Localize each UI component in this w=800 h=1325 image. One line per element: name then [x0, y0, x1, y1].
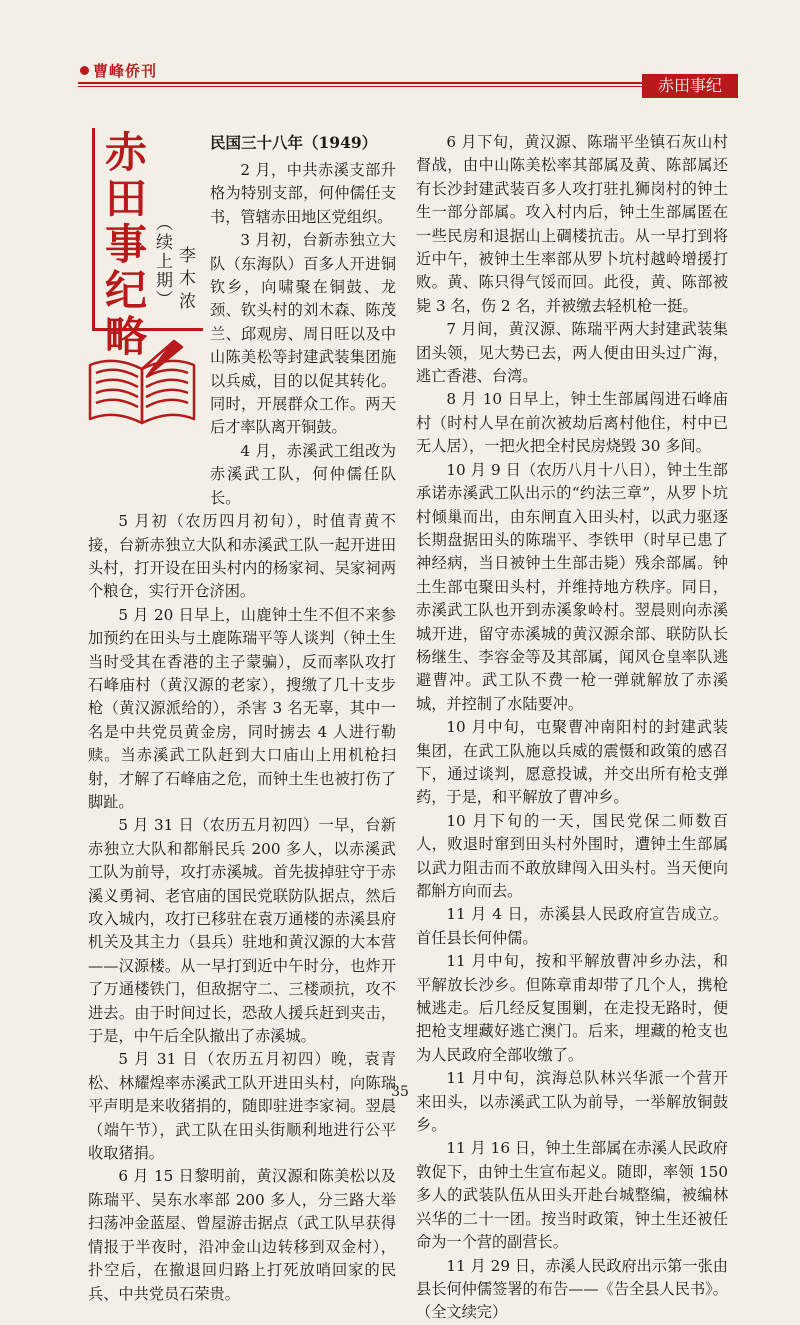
right-column: [416, 131, 728, 1322]
page-number: 35: [391, 1084, 409, 1100]
paragraph: 10 月中旬，屯聚曹冲南阳村的封建武装集团，在武工队施以兵威的震慑和政策的感召下，通过谈判，愿意投诚，并交出所有枪支弹药，于是，和平解放了曹冲乡。: [416, 718, 728, 807]
section-tag: 赤田事纪: [642, 74, 738, 98]
paragraph: 2 月，中共赤溪支部升格为特别支部，何仲儒任支书，管辖赤田地区党组织。: [210, 161, 396, 226]
header-rule-thin: [78, 86, 684, 87]
paragraph: 8 月 10 日早上，钟土生部属闯进石峰庙村（时村人早在前次被劫后离村他住，村中已无人居），一把火把全村民房烧毁 30 多间。: [416, 390, 728, 456]
paragraph: 4 月，赤溪武工组改为赤溪武工队，何仲儒任队长。: [210, 441, 396, 507]
header-rule: [78, 82, 684, 84]
article-title: 赤田事纪略: [99, 130, 148, 360]
paragraph: 11 月 16 日，钟土生部属在赤溪人民政府敦促下，由钟土生宣布起义。随即，率领 150 多人的武装队伍从田头开赴台城整编，被编林兴华的二十一团。按当时政策，钟土生还被任命为一个营的副营长。: [416, 1139, 728, 1252]
year-heading: 民国三十八年（1949）: [210, 133, 378, 152]
logo-dot-icon: [80, 66, 89, 75]
paragraph: 7 月间，黄汉源、陈瑞平两大封建武装集团头领，见大势已去，两人便由田头过广海，逃亡香港、台湾。: [416, 320, 728, 386]
logo-text: 曹峰侨刊: [93, 62, 158, 80]
header-logo: [80, 60, 157, 81]
paragraph: 6 月 15 日黎明前，黄汉源和陈美松以及陈瑞平、吴东水率部 200 多人，分三路大举扫荡冲金蓝屋、曾屋游击据点（武工队早获得情报于半夜时，沿冲金山边转移到双金村），扑空后，在撤退回归路上打死放哨回家的民兵、中共党员石荣贵。: [88, 1167, 396, 1303]
paragraph: 11 月 4 日，赤溪县人民政府宣告成立。首任县长何仲儒。: [416, 905, 728, 947]
paragraph: 5 月 31 日（农历五月初四）晚，袁青松、林耀煌率赤溪武工队开进田头村，向陈瑞平声明是来收猪捐的，随即驻进李家祠。翌晨（端午节），武工队在田头街顺利地进行公平收取猪捐。: [88, 1050, 396, 1163]
left-column-intro: [210, 131, 396, 510]
paragraph: 11 月中旬，按和平解放曹冲乡办法，和平解放长沙乡。但陈章甫却带了几个人，携枪械逃走。后几经反复围剿，在走投无路时，便把枪支埋藏好逃亡澳门。后来，埋藏的枪支也为人民政府全部收缴了。: [416, 952, 728, 1064]
paragraph: 5 月 31 日（农历五月初四）一早，台新赤独立大队和都斛民兵 200 多人，以赤溪武工队为前导，攻打赤溪城。首先拔掉驻守于赤溪义勇祠、老官庙的国民党联防队据点，然后攻入城内，攻打已移驻在袁万通楼的赤溪县府机关及其主力（县兵）驻地和黄汉源的大本营——汉源楼。从一早打到近中午时分，也炸开了万通楼铁门，但敌据守二、三楼顽抗，攻不进去。由于时间过长，恐敌人援兵赶到夹击，于是，中午后全队撤出了赤溪城。: [88, 816, 396, 1046]
paragraph: 3 月初，台新赤独立大队（东海队）百多人开进铜钦乡，向啸聚在铜鼓、龙颈、钦头村的刘木森、陈茂兰、邱观房、周日旺以及中山陈美松等封建武装集团施以兵威，目的以促其转化。同时，开展群众工作。两天后才率队离开铜鼓。: [210, 231, 396, 437]
paragraph: 11 月中旬，滨海总队林兴华派一个营开来田头，以赤溪武工队为前导，一举解放铜鼓乡。: [416, 1069, 728, 1135]
paragraph: 11 月 29 日，赤溪人民政府出示第一张由县长何仲儒签署的布告——《告全县人民书》。（全文续完）: [416, 1256, 728, 1322]
article-author: 李木浓: [175, 246, 195, 315]
paragraph: 5 月 20 日早上，山鹿钟土生不但不来参加预约在田头与土鹿陈瑞平等人谈判（钟土生当时受其在香港的主子蒙骗），反而率队攻打石峰庙村（黄汉源的老家），搜缴了几十支步枪（黄汉源派给的），杀害 3 名无辜，其中一名是中共党员黄金房，同时掳去 4 人进行勒赎。当赤溪武工队赶到大口庙山上用机枪扫射，才解了石峰庙之危，而钟土生也被打伤了脚趾。: [88, 605, 396, 811]
paragraph: 10 月 9 日（农历八月十八日），钟土生部承诺赤溪武工队出示的“约法三章”，从罗卜坑村倾巢而出，由东闸直入田头村，以武力驱逐长期盘据田头的陈瑞平、李铁甲（时早已患了神经病，当日被钟土生部击毙）残余部属。钟土生部屯聚田头村，并维持地方秩序。同日，赤溪武工队也开到赤溪象岭村。翌晨则向赤溪城开进，留守赤溪城的黄汉源余部、联防队长杨继生、李容金等及其部属，闻风仓皇率队逃避曹冲。武工队不费一枪一弹就解放了赤溪城，并控制了水陆要冲。: [416, 460, 728, 713]
paragraph: 6 月下旬，黄汉源、陈瑞平坐镇石灰山村督战，由中山陈美松率其部属及黄、陈部属还有长沙封建武装百多人攻打驻扎狮岗村的钟土生一部分部属。攻入村内后，钟土生部属匿在一些民房和退据山上碉楼抗击。从一早打到将近中午，被钟土生率部从罗卜坑村越岭增援打败。黄、陈只得气馁而回。此役，黄、陈部被毙 3 名，伤 2 名，并被缴去轻机枪一挺。: [416, 133, 728, 315]
left-column: [88, 131, 396, 1303]
paragraph: 5 月初（农历四月初旬），时值青黄不接，台新赤独立大队和赤溪武工队一起开进田头村，打开设在田头村内的杨家祠、吴家祠两个粮仓，实行开仓济困。: [88, 512, 396, 601]
article-subtitle: （续上期）: [152, 214, 172, 309]
paragraph: 10 月下旬的一天，国民党保二师数百人，败退时窜到田头村外围时，遭钟土生部属以武力阻击而不敢放肆闯入田头村。当天便向都斛方向而去。: [416, 811, 728, 900]
